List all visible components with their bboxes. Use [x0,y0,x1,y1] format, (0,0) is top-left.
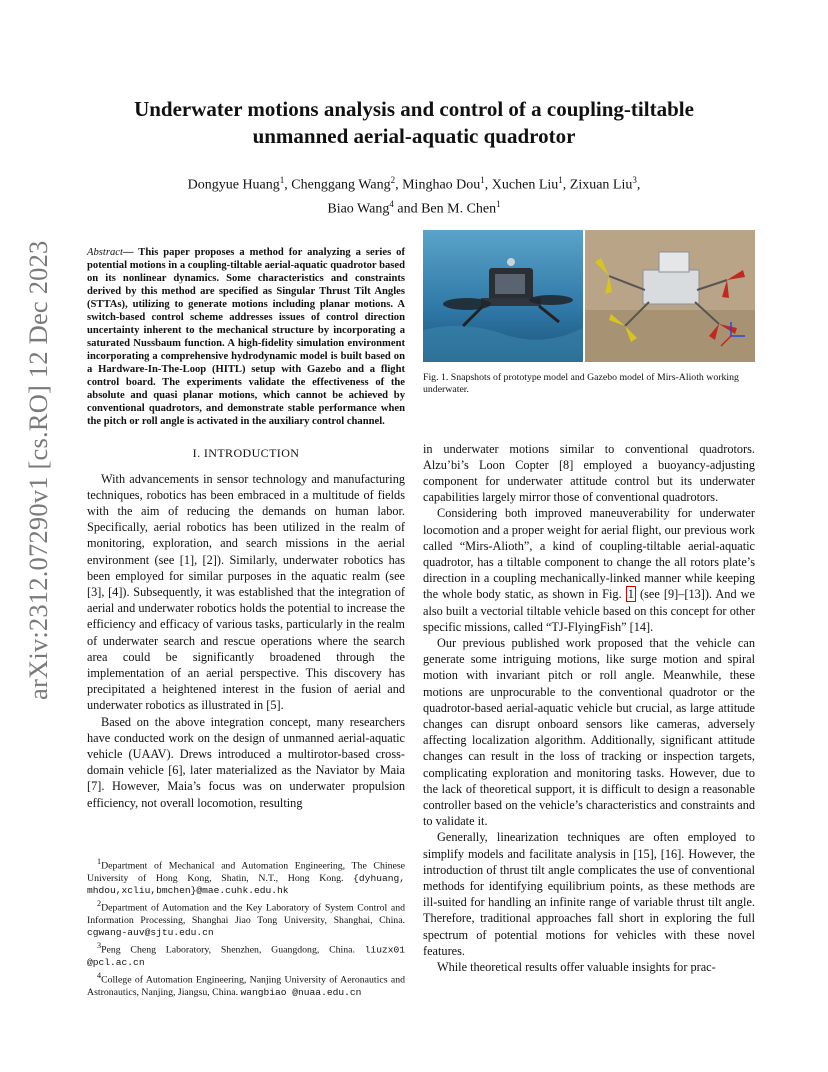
arxiv-identifier: arXiv:2312.07290v1 [cs.RO] 12 Dec 2023 [23,240,53,700]
affiliation-marker: 4 [389,198,394,209]
author-list [84,171,744,218]
footnote [87,940,405,969]
footnote-email[interactable]: cgwang-auv@sjtu.edu.cn [87,927,214,939]
paper-title [84,96,744,150]
body-paragraph: While theoretical results offer valuable insights for prac- [437,960,716,975]
authors-line-2: Biao Wang$^4$ and Ben M. Chen$^1$ [327,198,501,217]
body-paragraph: Generally, linearization techniques are often employed to simplify models and facilitate analysis in [15], [16]. However, the introduction of thrust tilt angle complicates the use of conventional methods for identifying equilibrium points, as these methods are ill-suited for handling an infinite range of variable thrust tilt angle. Therefore, traditional approaches fall short in exploring the full spectrum of potential motions for vehicles with these novel features. [423,830,755,958]
affiliation-marker: 1 [496,198,501,209]
author-name: Minghao Dou [402,177,481,193]
body-paragraph: in underwater motions similar to conventional quadrotors. Alzu’bi’s Loon Copter [8] employed a buoyancy-adjusting component for underwater attitude control but its underwater capabilities largely mirror those of conventional quadrotors. [423,441,755,505]
footnote-text: Department of Automation and the Key Laboratory of System Control and Information Processing, Shanghai Jiao Tong University, Shanghai, China. [87,902,405,926]
abstract [87,246,405,428]
footnote-marker: 4 [97,971,102,981]
authors-line-1: Dongyue Huang$^1$, Chenggang Wang$^2$, Minghao Dou$^1$, Xuchen Liu$^1$, Zixuan Liu$^3$, [187,175,641,193]
figure-1 [423,230,755,362]
affiliation-marker: 1 [279,175,285,185]
title-line-1: Underwater motions analysis and control of a coupling-tiltable [134,97,694,121]
figure-reference-link[interactable]: 1 [627,587,634,602]
footnote [87,970,405,999]
abstract-label: Abstract [87,246,123,258]
body-paragraph: With advancements in sensor technology and manufacturing techniques, robotics has been embraced in a multitude of fields with the aim of reducing the demands on human labor. Specifically, aerial robotics has been utilized in the realm of monitoring, exploration, and search missions in the aerial environment (see [1], [2]). Similarly, underwater robotics has been employed for similar purposes in the aquatic realm (see [3], [4]). Subsequently, it was established that the integration of aerial and underwater robotics holds the potential to increase the efficiency and efficacy of various tasks, particularly in the realm of underwater search and rescue operations where the search area could be significantly broadened through the implementation of an aerial perspective. This discovery has precipitated a heightened interest in the fusion of aerial and underwater robotics as illustrated in [5]. [87,471,405,713]
author-name: Xuchen Liu [491,177,559,193]
left-column [87,235,405,811]
body-paragraph: Based on the above integration concept, many researchers have conducted work on the design of unmanned aerial-aquatic vehicle (UAAV). Drews introduced a multirotor-based cross-domain vehicle [6], later materialized as the Naviator by Maia [7]. However, Maia’s focus was on underwater propulsion efficiency, not overall locomotion, resulting [87,714,405,810]
author-name: Chenggang Wang [291,177,391,193]
paragraph-text: Considering both improved maneuverability for underwater locomotion and a proper weight for aerial flight, our previous work called “Mirs-Alioth”, a kind of coupling-tiltable aerial-aquatic quadrotor, has a tiltable component to change the all rotors plate’s direction in a coupling mechanically-linked manner while keeping the whole body static, as shown in Fig. [423,506,755,602]
body-paragraph [423,505,755,635]
footnote-marker: 2 [97,899,102,909]
affiliation-marker: 1 [480,175,485,185]
author-name: Ben M. Chen [421,201,497,217]
affiliation-marker: 1 [558,175,563,185]
paragraph-text: (see [9]–[13]). And we also built a vectorial tiltable vehicle based on this concept for other specific missions, called “TJ-FlyingFish” [14]. [423,587,756,634]
footnotes [87,856,405,1000]
footnote-marker: 3 [97,941,102,951]
footnote-marker: 1 [97,857,102,866]
right-column [423,230,755,975]
author-name: Dongyue Huang [187,177,280,193]
footnote-text: College of Automation Engineering, Nanjing University of Aeronautics and Astronautics, Nanjing, Jiangsu, China. [87,974,405,998]
footnote-email[interactable]: {dyhuang, mhdou,xcliu,bmchen}@mae.cuhk.edu.hk [87,872,405,896]
body-paragraph: Our previous published work proposed that the vehicle can generate some intriguing motions, like surge motion and spiral motion with invariant pitch or roll angle. Meanwhile, these motions are unprocurable to the conventional quadrotor or the quadrotor-based aerial-aquatic vehicle but crucial, as large attitude changes can disrupt onboard sensors like cameras, adversely affecting localization algorithm. Additionally, significant attitude changes can result in the loss of tracking or inspection targets, complicating exploration and monitoring tasks. However, due to the lack of theoretical support, it is difficult to design a reasonable controller based on the vehicle’s characteristics and constraints and to validate it. [423,636,755,829]
footnote-email[interactable]: liuzx01 @pcl.ac.cn [87,944,405,968]
section-heading: I. INTRODUCTION [192,445,300,460]
footnote [87,898,405,939]
author-name: Zixuan Liu [569,177,633,193]
footnote-text: Peng Cheng Laboratory, Shenzhen, Guangdong, China. [101,944,365,956]
right-body [423,441,755,976]
figure-caption: Fig. 1. Snapshots of prototype model and Gazebo model of Mirs-Alioth working underwater. [423,372,739,396]
prototype-underwater-photo [423,230,583,362]
gazebo-model-render [585,230,755,362]
footnote [87,856,405,897]
affiliation-marker: 2 [390,175,396,185]
footnote-text: Department of Mechanical and Automation Engineering, The Chinese University of Hong Kong, Shatin, N.T., Hong Kong. [87,860,405,884]
author-name: Biao Wang [327,201,390,217]
title-line-2: unmanned aerial-aquatic quadrotor [252,124,576,148]
footnote-email[interactable]: wangbiao @nuaa.edu.cn [240,986,362,998]
affiliation-marker: 3 [632,175,637,185]
abstract-text: — This paper proposes a method for analyzing a series of potential motions in a coupling-tiltable aerial-aquatic quadrotor based on its nonlinear dynamics. Some characteristics and constraints derived by this method are specified as Singular Thrust Tilt Angles (STTAs), utilizing to generate motions including planar motions. A switch-based control scheme addresses issues of control direction uncertainty inherent to the mechanical structure by incorporating a saturated Nussbaum function. A high-fidelity simulation environment incorporating a comprehensive hydrodynamic model is built based on a Hardware-In-The-Loop (HITL) setup with Gazebo and a flight control board. The experiments validate the effectiveness of the absolute and quasi planar motions, which cannot be achieved by conventional quadrotors, and demonstrate stable performance when the pitch or roll angle is activated in the auxiliary control channel. [87,246,405,427]
